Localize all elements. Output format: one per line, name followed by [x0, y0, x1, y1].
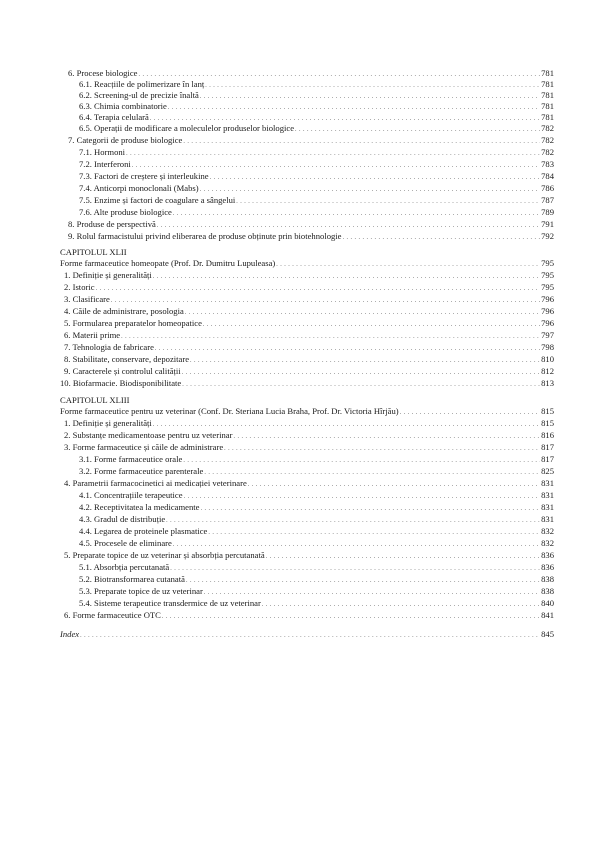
toc-entry-title: 3. Clasificare [64, 294, 110, 304]
toc-entry-page: 782 [541, 123, 554, 133]
chapter-heading-title: Forme farmaceutice pentru uz veterinar (Conf. Dr. Steriana Lucia Braha, Prof. Dr. Victoria Hîrjău) [60, 406, 399, 416]
toc-entry[interactable] [68, 68, 554, 79]
toc-entry-title: 7.3. Factori de creștere și interleukine [79, 171, 209, 181]
toc-entry[interactable] [79, 574, 554, 585]
toc-entry-page: 838 [541, 586, 554, 596]
toc-entry-title: 6. Procese biologice [68, 68, 138, 78]
toc-entry-page: 838 [541, 574, 554, 584]
toc-entry-page: 813 [541, 378, 554, 388]
toc-entry-title: 6.2. Screening-ul de precizie înaltă [79, 90, 199, 100]
toc-entry-title: 7.5. Enzime și factori de coagulare a sângelui [79, 195, 236, 205]
toc-entry-page: 792 [541, 231, 554, 241]
toc-entry-page: 825 [541, 466, 554, 476]
toc-entry-title: 4.4. Legarea de proteinele plasmatice [79, 526, 208, 536]
toc-entry-page: 782 [541, 135, 554, 145]
toc-entry-title: 5. Preparate topice de uz veterinar și absorbția percutanată [64, 550, 265, 560]
toc-entry-title: 10. Biofarmacie. Biodisponibilitate [60, 378, 182, 388]
toc-entry[interactable] [79, 159, 554, 170]
toc-entry[interactable] [64, 330, 554, 341]
toc-entry-page: 841 [541, 610, 554, 620]
toc-entry[interactable] [68, 135, 554, 146]
toc-entry[interactable] [79, 90, 554, 101]
chapter-label: CAPITOLUL XLII [60, 247, 127, 257]
toc-entry-page: 791 [541, 219, 554, 229]
toc-entry-title: 7.1. Hormoni [79, 147, 126, 157]
toc-entry[interactable] [79, 112, 554, 123]
toc-entry[interactable] [79, 147, 554, 158]
toc-entry-title: 7.6. Alte produse biologice [79, 207, 172, 217]
toc-entry[interactable] [64, 418, 554, 429]
toc-entry-title: 6.1. Reacțiile de polimerizare în lanț [79, 79, 205, 89]
toc-entry[interactable] [68, 219, 554, 230]
toc-entry[interactable] [64, 282, 554, 293]
toc-entry[interactable] [64, 610, 554, 621]
dot-leader [182, 378, 540, 391]
dot-leader [343, 231, 541, 244]
toc-entry-title: 6.3. Chimia combinatorie [79, 101, 167, 111]
toc-entry[interactable] [64, 294, 554, 305]
toc-entry-page: 781 [541, 101, 554, 111]
toc-entry-page: 836 [541, 562, 554, 572]
toc-entry-index[interactable] [60, 629, 554, 640]
dot-leader [80, 629, 540, 642]
toc-entry-page: 817 [541, 442, 554, 452]
toc-entry[interactable] [79, 123, 554, 134]
toc-entry[interactable] [79, 490, 554, 501]
toc-entry-title: 6.5. Operații de modificare a moleculelor produselor biologice [79, 123, 295, 133]
toc-entry-title: 4.3. Gradul de distribuție [79, 514, 166, 524]
toc-entry-page: 831 [541, 502, 554, 512]
toc-entry-page: 815 [541, 418, 554, 428]
toc-entry[interactable] [79, 562, 554, 573]
toc-entry[interactable] [68, 231, 554, 242]
toc-entry[interactable] [79, 598, 554, 609]
toc-entry-title: 7. Categorii de produse biologice [68, 135, 183, 145]
toc-entry-title: 1. Definiție și generalități [64, 418, 152, 428]
toc-entry-page: 831 [541, 478, 554, 488]
toc-entry[interactable] [64, 318, 554, 329]
toc-entry-page: 781 [541, 90, 554, 100]
toc-entry-page: 796 [541, 306, 554, 316]
toc-entry[interactable] [64, 430, 554, 441]
chapter-label: CAPITOLUL XLIII [60, 395, 130, 405]
dot-leader [162, 610, 540, 623]
toc-entry-title: 3. Forme farmaceutice și căile de administrare [64, 442, 224, 452]
toc-entry[interactable] [64, 442, 554, 453]
toc-entry-title: 6. Forme farmaceutice OTC [64, 610, 161, 620]
toc-entry[interactable] [64, 550, 554, 561]
chapter-heading-page: 815 [541, 406, 554, 416]
toc-entry-title: 7.4. Anticorpi monoclonali (Mabs) [79, 183, 199, 193]
toc-entry-title: 8. Stabilitate, conservare, depozitare [64, 354, 190, 364]
toc-entry-title: 5.3. Preparate topice de uz veterinar [79, 586, 203, 596]
toc-entry-page: 831 [541, 514, 554, 524]
toc-entry[interactable] [64, 366, 554, 377]
toc-entry-title: 5. Formularea preparatelor homeopatice [64, 318, 202, 328]
toc-entry-page: 782 [541, 147, 554, 157]
toc-entry[interactable] [79, 586, 554, 597]
toc-entry-page: 840 [541, 598, 554, 608]
toc-entry[interactable] [64, 354, 554, 365]
toc-entry[interactable] [79, 466, 554, 477]
toc-entry-title: 7. Tehnologia de fabricare [64, 342, 154, 352]
toc-entry[interactable] [79, 526, 554, 537]
toc-entry-title: 1. Definiție și generalități [64, 270, 152, 280]
toc-entry-title: 8. Produse de perspectivă [68, 219, 156, 229]
toc-entry-page: 810 [541, 354, 554, 364]
toc-entry[interactable] [64, 342, 554, 353]
toc-entry-page: 789 [541, 207, 554, 217]
toc-entry-title: 5.4. Sisteme terapeutice transdermice de uz veterinar [79, 598, 261, 608]
toc-entry-title: 5.1. Absorbția percutanată [79, 562, 170, 572]
toc-entry-page: 836 [541, 550, 554, 560]
toc-entry-title: 4.5. Procesele de eliminare [79, 538, 172, 548]
toc-entry-title: 4.1. Concentrațiile terapeutice [79, 490, 183, 500]
toc-entry-page: 832 [541, 538, 554, 548]
toc-entry-title: 3.1. Forme farmaceutice orale [79, 454, 183, 464]
toc-entry-title: 4.2. Receptivitatea la medicamente [79, 502, 200, 512]
toc-entry-page: 817 [541, 454, 554, 464]
toc-entry-title: 9. Rolul farmacistului privind eliberarea de produse obținute prin biotehnologie [68, 231, 342, 241]
toc-entry[interactable] [64, 306, 554, 317]
toc-entry-page: 832 [541, 526, 554, 536]
chapter-heading[interactable] [60, 406, 554, 417]
toc-entry[interactable] [79, 514, 554, 525]
toc-entry-page: 781 [541, 112, 554, 122]
toc-entry-title: 6. Materii prime [64, 330, 121, 340]
chapter-heading[interactable] [60, 258, 554, 269]
toc-entry-title: 7.2. Interferoni [79, 159, 131, 169]
toc-entry-title: 2. Substanțe medicamentoase pentru uz veterinar [64, 430, 233, 440]
toc-entry[interactable] [79, 195, 554, 206]
toc-entry[interactable] [60, 378, 554, 389]
toc-entry[interactable] [79, 171, 554, 182]
toc-entry[interactable] [79, 79, 554, 90]
toc-entry-page: 831 [541, 490, 554, 500]
toc-entry-page: 786 [541, 183, 554, 193]
toc-entry-page: 781 [541, 79, 554, 89]
toc-entry[interactable] [64, 270, 554, 281]
toc-entry-title: 3.2. Forme farmaceutice parenterale [79, 466, 204, 476]
toc-entry-page: 798 [541, 342, 554, 352]
toc-entry-page: 796 [541, 294, 554, 304]
toc-entry-title: 6.4. Terapia celulară [79, 112, 149, 122]
toc-entry-page: 795 [541, 270, 554, 280]
toc-entry-page: 783 [541, 159, 554, 169]
toc-entry-page: 781 [541, 68, 554, 78]
toc-entry[interactable] [79, 502, 554, 513]
toc-entry[interactable] [64, 478, 554, 489]
index-page: 845 [541, 629, 554, 639]
toc-entry-page: 796 [541, 318, 554, 328]
toc-entry[interactable] [79, 538, 554, 549]
toc-entry-page: 812 [541, 366, 554, 376]
toc-entry-title: 5.2. Biotransformarea cutanată [79, 574, 185, 584]
toc-entry-title: 9. Caracterele și controlul calității [64, 366, 181, 376]
toc-entry[interactable] [79, 101, 554, 112]
toc-entry-page: 787 [541, 195, 554, 205]
chapter-heading-title: Forme farmaceutice homeopate (Prof. Dr. Dumitru Lupuleasa) [60, 258, 276, 268]
toc-entry-page: 816 [541, 430, 554, 440]
toc-entry-title: 2. Istoric [64, 282, 95, 292]
toc-entry[interactable] [79, 454, 554, 465]
toc-entry-page: 784 [541, 171, 554, 181]
toc-entry-title: 4. Căile de administrare, posologia [64, 306, 184, 316]
toc-entry[interactable] [79, 207, 554, 218]
toc-entry-title: 4. Parametrii farmacocinetici ai medicației veterinare [64, 478, 247, 488]
toc-entry-page: 797 [541, 330, 554, 340]
index-title: Index [60, 629, 80, 639]
toc-entry[interactable] [79, 183, 554, 194]
chapter-heading-page: 795 [541, 258, 554, 268]
toc-entry-page: 795 [541, 282, 554, 292]
